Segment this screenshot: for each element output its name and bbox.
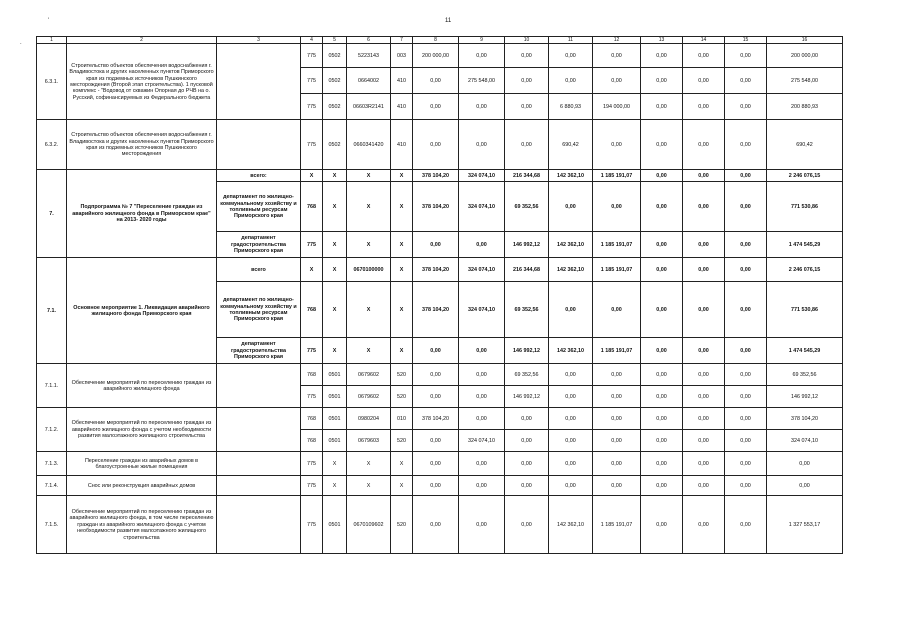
table-cell: 0,00 [593, 386, 641, 408]
table-cell: 0670100000 [347, 258, 391, 282]
table-cell: 378 104,20 [767, 408, 843, 430]
table-cell: 0,00 [641, 68, 683, 94]
table-cell: 0679603 [347, 430, 391, 452]
table-cell: X [323, 182, 347, 232]
table-cell: X [323, 452, 347, 476]
table-cell: 142 362,10 [549, 496, 593, 554]
table-cell: 0,00 [683, 182, 725, 232]
table-cell: 0,00 [725, 232, 767, 258]
executor-cell [217, 120, 301, 170]
table-cell: 0,00 [641, 94, 683, 120]
header-cell: 12 [593, 37, 641, 44]
table-cell: 0,00 [641, 496, 683, 554]
header-cell: 2 [67, 37, 217, 44]
table-cell: X [391, 338, 413, 364]
table-row [37, 364, 843, 386]
table-cell: 324 074,10 [459, 182, 505, 232]
table-cell: 003 [391, 44, 413, 68]
table-cell: 0,00 [413, 496, 459, 554]
header-cell: 16 [767, 37, 843, 44]
table-cell: 0,00 [641, 452, 683, 476]
executor-cell [217, 476, 301, 496]
table-cell: 142 362,10 [549, 232, 593, 258]
table-cell: X [347, 452, 391, 476]
table-cell: 0,00 [459, 232, 505, 258]
scan-mark: . [20, 40, 22, 46]
table-row [37, 496, 843, 554]
table-cell: 775 [301, 386, 323, 408]
table-cell: 194 000,00 [593, 94, 641, 120]
table-cell: 768 [301, 364, 323, 386]
table-cell: 200 000,00 [767, 44, 843, 68]
executor-cell [217, 44, 301, 120]
table-cell: 0,00 [641, 476, 683, 496]
table-cell: 0,00 [767, 452, 843, 476]
table-cell: 0,00 [641, 258, 683, 282]
table-cell: 0,00 [505, 476, 549, 496]
row-name: Обеспечение мероприятий по переселению граждан из аварийного жилищного фонда, в том числе переселению граждан из аварийного жилищного фонда с учетом необходимости развития малоэтажного жилищного строительства [67, 496, 217, 554]
table-cell: 0,00 [725, 282, 767, 338]
table-cell: X [391, 232, 413, 258]
table-cell: 146 992,12 [505, 338, 549, 364]
table-cell: 69 352,56 [505, 364, 549, 386]
executor-cell [217, 408, 301, 452]
table-cell: 0,00 [413, 386, 459, 408]
table-cell: 324 074,10 [459, 258, 505, 282]
table-cell: 0,00 [725, 476, 767, 496]
table-cell: 0,00 [549, 44, 593, 68]
header-row [37, 37, 843, 44]
table-cell: 775 [301, 120, 323, 170]
table-cell: 0,00 [549, 430, 593, 452]
table-cell: 275 548,00 [459, 68, 505, 94]
table-cell: 768 [301, 282, 323, 338]
table-cell: 0,00 [641, 386, 683, 408]
table-cell: 0,00 [725, 120, 767, 170]
table-cell: 378 104,20 [413, 170, 459, 182]
table-cell: 0,00 [725, 170, 767, 182]
table-cell: 142 362,10 [549, 338, 593, 364]
header-cell: 1 [37, 37, 67, 44]
table-cell: X [347, 476, 391, 496]
table-cell: 142 362,10 [549, 258, 593, 282]
table-cell: 0,00 [767, 476, 843, 496]
table-cell: 0501 [323, 496, 347, 554]
row-number: 7.1. [37, 258, 67, 364]
table-cell: 0,00 [683, 68, 725, 94]
table-cell: 0,00 [549, 364, 593, 386]
header-cell: 8 [413, 37, 459, 44]
table-cell: 520 [391, 496, 413, 554]
table-cell: 0,00 [641, 430, 683, 452]
row-name: Строительство объектов обеспечения водоснабжения г. Владивостока и других населенных пунктов Приморского края из подземных источников Пушкинского месторождения [67, 120, 217, 170]
executor-cell [217, 364, 301, 408]
table-cell: 200 880,93 [767, 94, 843, 120]
table-cell: X [391, 476, 413, 496]
row-number: 6.3.1. [37, 44, 67, 120]
table-cell: 0,00 [549, 182, 593, 232]
table-cell: 0,00 [641, 408, 683, 430]
table-cell: 1 185 191,07 [593, 338, 641, 364]
table-cell: 1 185 191,07 [593, 232, 641, 258]
table-row [37, 408, 843, 430]
table-cell: 0,00 [549, 476, 593, 496]
table-cell: 0,00 [505, 44, 549, 68]
table-cell: 410 [391, 68, 413, 94]
table-cell: 0,00 [725, 68, 767, 94]
table-cell: 0,00 [505, 496, 549, 554]
table-cell: 0501 [323, 408, 347, 430]
table-cell: X [323, 170, 347, 182]
table-cell: 771 530,86 [767, 182, 843, 232]
table-cell: 0,00 [683, 94, 725, 120]
table-cell: 0501 [323, 386, 347, 408]
table-cell: 0,00 [641, 338, 683, 364]
table-cell: 0,00 [641, 232, 683, 258]
row-name: Обеспечение мероприятий по переселению граждан из аварийного жилищного фонда с учетом необходимости развития малоэтажного жилищного строительства [67, 408, 217, 452]
header-cell: 13 [641, 37, 683, 44]
table-cell: 1 474 545,29 [767, 232, 843, 258]
table-cell: 0,00 [683, 496, 725, 554]
table-cell: X [323, 232, 347, 258]
table-cell: 0,00 [459, 44, 505, 68]
table-cell: 0,00 [725, 496, 767, 554]
table-row [37, 452, 843, 476]
table-cell: X [323, 258, 347, 282]
table-cell: 1 185 191,07 [593, 170, 641, 182]
table-cell: 768 [301, 182, 323, 232]
table-cell: 0502 [323, 44, 347, 68]
table-cell: 0,00 [593, 282, 641, 338]
table-cell: 0,00 [593, 44, 641, 68]
table-cell: 378 104,20 [413, 408, 459, 430]
table-cell: 0,00 [683, 338, 725, 364]
table-cell: 775 [301, 496, 323, 554]
table-cell: 0,00 [413, 430, 459, 452]
table-cell: 0,00 [459, 496, 505, 554]
table-cell: 2 246 076,15 [767, 258, 843, 282]
table-row [37, 170, 843, 182]
table-cell: 0,00 [725, 44, 767, 68]
table-cell: 0,00 [683, 364, 725, 386]
header-cell: 15 [725, 37, 767, 44]
executor-cell: департамент по жилищно-коммунальному хозяйству и топливным ресурсам Приморского края [217, 282, 301, 338]
row-number: 7.1.2. [37, 408, 67, 452]
table-cell: 775 [301, 452, 323, 476]
table-cell: 0,00 [641, 282, 683, 338]
table-cell: 0,00 [725, 258, 767, 282]
table-cell: 0,00 [549, 408, 593, 430]
table-cell: 0,00 [725, 94, 767, 120]
table-cell: 0502 [323, 94, 347, 120]
table-cell: 1 474 545,29 [767, 338, 843, 364]
table-cell: 0,00 [593, 68, 641, 94]
table-cell: 0502 [323, 68, 347, 94]
table-cell: 0,00 [725, 452, 767, 476]
table-cell: 0,00 [549, 68, 593, 94]
table-cell: 0,00 [593, 364, 641, 386]
table-cell: 768 [301, 408, 323, 430]
table-cell: 410 [391, 94, 413, 120]
table-cell: 0,00 [725, 430, 767, 452]
row-name: Строительство объектов обеспечения водоснабжения г. Владивостока и других населенных пунктов Приморского края из подземных источников Пушкинского месторождения (Второй этап строительства). 1 пусковой комплекс - "Водовод от скважин Опорная до РЧВ на о. Русский, софинансируемых из Федерального бюджета [67, 44, 217, 120]
table-cell: 775 [301, 338, 323, 364]
table-cell: 2 246 076,15 [767, 170, 843, 182]
table-cell: 0501 [323, 430, 347, 452]
table-cell: 0,00 [459, 120, 505, 170]
table-cell: 0,00 [641, 364, 683, 386]
table-cell: 0,00 [641, 44, 683, 68]
header-cell: 10 [505, 37, 549, 44]
table-cell: 771 530,86 [767, 282, 843, 338]
table-cell: 1 185 191,07 [593, 258, 641, 282]
row-number: 7.1.3. [37, 452, 67, 476]
table-cell: 0,00 [683, 408, 725, 430]
executor-cell: всего [217, 258, 301, 282]
table-cell: 216 344,68 [505, 258, 549, 282]
row-number: 7.1.4. [37, 476, 67, 496]
table-cell: 0,00 [725, 386, 767, 408]
table-cell: X [391, 282, 413, 338]
table-cell: 0,00 [505, 120, 549, 170]
table-cell: 0,00 [459, 338, 505, 364]
table-cell: 69 352,56 [767, 364, 843, 386]
header-cell: 7 [391, 37, 413, 44]
header-cell: 6 [347, 37, 391, 44]
page-number: 11 [445, 18, 452, 24]
table-cell: 0664002 [347, 68, 391, 94]
table-cell: 0,00 [459, 408, 505, 430]
table-cell: 690,42 [767, 120, 843, 170]
executor-cell: всего: [217, 170, 301, 182]
table-cell: 768 [301, 430, 323, 452]
table-cell: 324 074,10 [767, 430, 843, 452]
table-cell: 0,00 [725, 364, 767, 386]
table-cell: 0,00 [459, 364, 505, 386]
table-cell: X [391, 182, 413, 232]
row-name: Снос или реконструкция аварийных домов [67, 476, 217, 496]
row-number: 7.1.5. [37, 496, 67, 554]
table-cell: 0,00 [641, 170, 683, 182]
table-cell: 146 992,12 [505, 386, 549, 408]
table-cell: 775 [301, 94, 323, 120]
table-cell: 0,00 [505, 452, 549, 476]
table-cell: 0,00 [683, 232, 725, 258]
table-cell: 378 104,20 [413, 258, 459, 282]
table-cell: 1 327 553,17 [767, 496, 843, 554]
table-cell: 0,00 [459, 476, 505, 496]
table-cell: X [347, 232, 391, 258]
table-cell: 1 185 191,07 [593, 496, 641, 554]
header-cell: 9 [459, 37, 505, 44]
table-cell: 0,00 [413, 232, 459, 258]
table-cell: 378 104,20 [413, 182, 459, 232]
table-cell: 0,00 [593, 452, 641, 476]
table-cell: 0,00 [505, 68, 549, 94]
table-cell: 275 548,00 [767, 68, 843, 94]
table-cell: 775 [301, 44, 323, 68]
executor-cell: департамент градостроительства Приморского края [217, 232, 301, 258]
table-cell: 0,00 [459, 386, 505, 408]
table-cell: 0,00 [413, 68, 459, 94]
table-cell: X [347, 282, 391, 338]
table-cell: 0,00 [549, 386, 593, 408]
table-cell: 216 344,68 [505, 170, 549, 182]
table-cell: 0,00 [593, 120, 641, 170]
table-cell: 324 074,10 [459, 430, 505, 452]
table-cell: 0,00 [413, 452, 459, 476]
table-cell: 5223143 [347, 44, 391, 68]
table-cell: 0,00 [593, 430, 641, 452]
table-cell: 775 [301, 476, 323, 496]
table-cell: X [391, 452, 413, 476]
table-cell: 0,00 [593, 182, 641, 232]
header-cell: 5 [323, 37, 347, 44]
table-cell: X [391, 170, 413, 182]
table-cell: 0,00 [505, 408, 549, 430]
table-cell: 69 352,56 [505, 182, 549, 232]
table-cell: 0,00 [725, 182, 767, 232]
row-name: Подпрограмма № 7 "Переселение граждан из аварийного жилищного фонда в Приморском крае" на 2013- 2020 годы [67, 170, 217, 258]
table-row [37, 258, 843, 282]
table-cell: 0,00 [725, 338, 767, 364]
table-cell: 010 [391, 408, 413, 430]
table-cell: 0,00 [683, 282, 725, 338]
table-cell: 146 992,12 [505, 232, 549, 258]
table-cell: 0,00 [413, 364, 459, 386]
table-cell: 0501 [323, 364, 347, 386]
executor-cell: департамент по жилищно-коммунальному хозяйству и топливным ресурсам Приморского края [217, 182, 301, 232]
table-cell: 0980204 [347, 408, 391, 430]
executor-cell [217, 496, 301, 554]
row-number: 6.3.2. [37, 120, 67, 170]
table-cell: 0,00 [549, 452, 593, 476]
table-cell: 0,00 [683, 430, 725, 452]
header-cell: 4 [301, 37, 323, 44]
table-cell: 0,00 [413, 120, 459, 170]
table-cell: 0502 [323, 120, 347, 170]
table-cell: 0,00 [413, 338, 459, 364]
table-cell: X [301, 170, 323, 182]
table-cell: 0,00 [641, 182, 683, 232]
table-cell: 324 074,10 [459, 170, 505, 182]
table-cell: 0,00 [683, 170, 725, 182]
table-cell: 0,00 [413, 94, 459, 120]
row-number: 7.1.1. [37, 364, 67, 408]
table-cell: 520 [391, 430, 413, 452]
row-name: Переселение граждан из аварийных домов в благоустроенные жилые помещения [67, 452, 217, 476]
table-cell: 0,00 [593, 408, 641, 430]
table-cell: 0,00 [641, 120, 683, 170]
table-cell: 0,00 [683, 120, 725, 170]
table-row [37, 120, 843, 170]
table-cell: 520 [391, 386, 413, 408]
table-cell: 378 104,20 [413, 282, 459, 338]
table-cell: 0679602 [347, 386, 391, 408]
row-name: Обеспечение мероприятий по переселению граждан из аварийного жилищного фонда [67, 364, 217, 408]
table-cell: 324 074,10 [459, 282, 505, 338]
table-cell: 0679602 [347, 364, 391, 386]
header-cell: 14 [683, 37, 725, 44]
header-cell: 3 [217, 37, 301, 44]
table-cell: 146 992,12 [767, 386, 843, 408]
row-name: Основное мероприятие 1. Ликвидация аварийного жилищного фонда Приморского края [67, 258, 217, 364]
table-cell: 6 880,93 [549, 94, 593, 120]
scan-mark: ' [48, 18, 50, 24]
table-cell: X [347, 338, 391, 364]
table-cell: 69 352,56 [505, 282, 549, 338]
table-cell: 0,00 [505, 94, 549, 120]
header-cell: 11 [549, 37, 593, 44]
table-cell: 520 [391, 364, 413, 386]
table-cell: 0,00 [683, 44, 725, 68]
table-cell: X [391, 258, 413, 282]
table-cell: 0,00 [549, 282, 593, 338]
table-cell: 775 [301, 232, 323, 258]
table-cell: 0,00 [413, 476, 459, 496]
table-cell: 06603R2141 [347, 94, 391, 120]
table-cell: 775 [301, 68, 323, 94]
table-cell: 0,00 [593, 476, 641, 496]
table-row [37, 44, 843, 68]
table-cell: 200 000,00 [413, 44, 459, 68]
table-cell: 0,00 [725, 408, 767, 430]
table-cell: 410 [391, 120, 413, 170]
table-cell: 0,00 [505, 430, 549, 452]
table-cell: 0,00 [459, 452, 505, 476]
table-cell: 142 362,10 [549, 170, 593, 182]
table-row [37, 476, 843, 496]
executor-cell: департамент градостроительства Приморского края [217, 338, 301, 364]
table-cell: X [323, 476, 347, 496]
table-cell: X [301, 258, 323, 282]
table-cell: 0,00 [683, 386, 725, 408]
table-cell: 0,00 [683, 476, 725, 496]
budget-table [36, 36, 843, 554]
table-cell: X [347, 182, 391, 232]
table-cell: 0,00 [683, 258, 725, 282]
row-number: 7. [37, 170, 67, 258]
executor-cell [217, 452, 301, 476]
table-cell: X [347, 170, 391, 182]
table-cell: 0,00 [459, 94, 505, 120]
table-cell: 0660341420 [347, 120, 391, 170]
table-cell: X [323, 282, 347, 338]
table-cell: 0,00 [683, 452, 725, 476]
table-cell: 0670109602 [347, 496, 391, 554]
table-cell: X [323, 338, 347, 364]
table-cell: 690,42 [549, 120, 593, 170]
